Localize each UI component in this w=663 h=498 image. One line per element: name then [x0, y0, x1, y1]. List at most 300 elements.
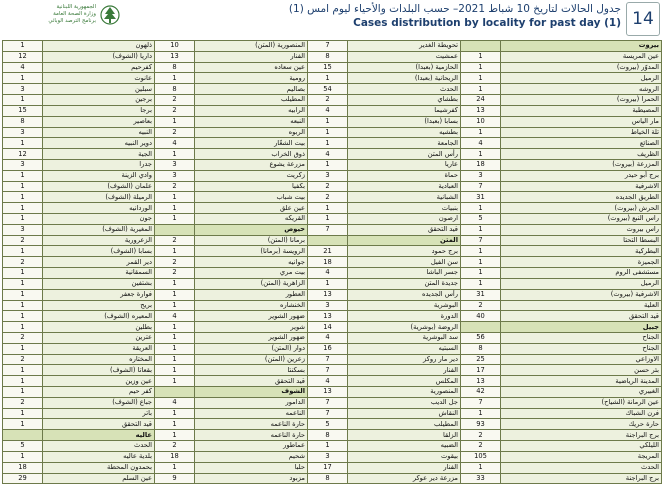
- case-count: 1: [155, 332, 195, 343]
- locality-name: المريجة: [501, 451, 662, 462]
- case-count: 1: [3, 73, 43, 84]
- locality-name: بيت شباب: [195, 192, 308, 203]
- case-count: 13: [308, 289, 348, 300]
- case-count: 33: [461, 473, 501, 484]
- locality-name: الفنار: [195, 51, 308, 62]
- locality-name: بصاليم: [195, 84, 308, 95]
- locality-name: الرميلة (الشوف): [43, 192, 155, 203]
- case-count: 1: [308, 214, 348, 225]
- locality-name: المدوّر (بيروت): [501, 62, 662, 73]
- case-count: 1: [155, 278, 195, 289]
- case-count: 1: [155, 73, 195, 84]
- case-count: 4: [308, 268, 348, 279]
- case-count: 4: [461, 138, 501, 149]
- locality-name: العلية: [501, 300, 662, 311]
- locality-name: جل الديب: [348, 397, 461, 408]
- locality-name: النبيه: [43, 127, 155, 138]
- locality-name: عانوت: [43, 73, 155, 84]
- case-count: 4: [155, 138, 195, 149]
- locality-name: الروشه: [501, 84, 662, 95]
- case-count: 1: [3, 376, 43, 387]
- case-count: 7: [308, 224, 348, 235]
- case-count: 9: [155, 473, 195, 484]
- locality-name: الروضة (بوشرية): [348, 322, 461, 333]
- locality-name: راس النبع (بيروت): [501, 214, 662, 225]
- case-count: 12: [3, 51, 43, 62]
- locality-name: زعرين (المتن): [195, 354, 308, 365]
- case-count: 1: [3, 203, 43, 214]
- case-count: 40: [461, 311, 501, 322]
- case-count: 18: [461, 159, 501, 170]
- locality-name: الوردانيه: [43, 203, 155, 214]
- logo-line: وزارة الصحة العامة: [53, 11, 96, 17]
- case-count: 15: [3, 105, 43, 116]
- locality-name: البطركية: [501, 246, 662, 257]
- locality-name: جسر الباشا: [348, 268, 461, 279]
- table-row: [3, 387, 662, 398]
- case-count: 17: [461, 365, 501, 376]
- locality-name: رومية: [195, 73, 308, 84]
- case-count: 31: [461, 289, 501, 300]
- table-row: [3, 105, 662, 116]
- locality-name: بطشيه: [348, 127, 461, 138]
- case-count: 1: [3, 365, 43, 376]
- locality-name: عين المريسة: [501, 51, 662, 62]
- case-count: 7: [461, 181, 501, 192]
- locality-name: بسكنتا: [195, 365, 308, 376]
- locality-name: النبعه: [195, 116, 308, 127]
- locality-name: كفرحيم: [43, 62, 155, 73]
- locality-name: الرويسة (برمانا): [195, 246, 308, 257]
- case-count: 7: [308, 365, 348, 376]
- case-count: [155, 224, 195, 235]
- case-count: 1: [155, 203, 195, 214]
- table-row: [3, 246, 662, 257]
- case-count: 1: [308, 73, 348, 84]
- locality-name: عين سعاده: [195, 62, 308, 73]
- locality-name: المدينة الرياضية: [501, 376, 662, 387]
- case-count: 1: [3, 214, 43, 225]
- case-count: 1: [155, 462, 195, 473]
- locality-name: تحويطة الغدير: [348, 41, 461, 52]
- table-row: [3, 268, 662, 279]
- case-count: 1: [461, 127, 501, 138]
- locality-name: قيد التحقق: [348, 224, 461, 235]
- case-count: 8: [3, 116, 43, 127]
- locality-name: بسابا (الشوف): [43, 246, 155, 257]
- case-count: 1: [155, 343, 195, 354]
- ministry-logo: [4, 2, 122, 34]
- locality-name: بنبيات: [348, 203, 461, 214]
- district-header: جبيل: [501, 322, 662, 333]
- table-row: [3, 365, 662, 376]
- table-row: [3, 462, 662, 473]
- case-count: 15: [308, 62, 348, 73]
- table-row: [3, 84, 662, 95]
- case-count: 1: [155, 300, 195, 311]
- case-count: 4: [308, 149, 348, 160]
- table-row: [3, 322, 662, 333]
- locality-name: الاشرفية (بيروت): [501, 289, 662, 300]
- case-count: [3, 430, 43, 441]
- table-row: [3, 95, 662, 106]
- case-count: 1: [3, 138, 43, 149]
- table-row: [3, 224, 662, 235]
- case-count: 1: [3, 408, 43, 419]
- locality-name: الاوزاعي: [501, 354, 662, 365]
- table-row: [3, 257, 662, 268]
- case-count: 2: [3, 332, 43, 343]
- case-count: 1: [155, 246, 195, 257]
- case-count: 8: [308, 51, 348, 62]
- case-count: 2: [461, 441, 501, 452]
- locality-name: برجا: [43, 105, 155, 116]
- locality-name: مستشفى الروم: [501, 268, 662, 279]
- locality-name: السمقانية: [43, 268, 155, 279]
- table-row: [3, 376, 662, 387]
- locality-name: جوانيه: [195, 257, 308, 268]
- case-count: 1: [461, 73, 501, 84]
- locality-name: حارة الناعمه: [195, 419, 308, 430]
- case-count: 3: [155, 170, 195, 181]
- case-count: [461, 322, 501, 333]
- case-count: 1: [308, 203, 348, 214]
- case-count: 1: [155, 214, 195, 225]
- logo-line: الجمهورية اللبنانية: [56, 4, 96, 10]
- case-count: 42: [461, 387, 501, 398]
- locality-name: الربوه: [195, 127, 308, 138]
- case-count: 8: [155, 62, 195, 73]
- table-row: [3, 397, 662, 408]
- locality-name: الزاهرية (المتن): [195, 278, 308, 289]
- locality-name: الحمرا (بيروت): [501, 95, 662, 106]
- locality-name: المنصورية (المتن): [195, 41, 308, 52]
- locality-name: المطيلب: [348, 419, 461, 430]
- case-count: 7: [308, 408, 348, 419]
- case-count: 18: [155, 451, 195, 462]
- case-count: 1: [3, 387, 43, 398]
- table-row: [3, 170, 662, 181]
- case-count: 1: [308, 159, 348, 170]
- case-count: 13: [308, 311, 348, 322]
- case-count: 3: [3, 224, 43, 235]
- locality-name: الدامور: [195, 397, 308, 408]
- case-count: 1: [3, 192, 43, 203]
- locality-name: بطلين: [43, 322, 155, 333]
- locality-name: الحدث: [43, 441, 155, 452]
- table-row: [3, 311, 662, 322]
- case-count: 1: [461, 62, 501, 73]
- case-count: 2: [155, 127, 195, 138]
- locality-name: الطريق الجديده: [501, 192, 662, 203]
- case-count: 1: [3, 246, 43, 257]
- case-count: 29: [3, 473, 43, 484]
- locality-name: المعيره (الشوف): [43, 311, 155, 322]
- locality-name: حلبا: [195, 462, 308, 473]
- table-row: [3, 192, 662, 203]
- case-count: 17: [308, 462, 348, 473]
- locality-name: الليلكي: [501, 441, 662, 452]
- case-count: 1: [3, 278, 43, 289]
- case-count: 2: [3, 235, 43, 246]
- locality-name: بطشاي: [348, 95, 461, 106]
- case-count: 1: [155, 376, 195, 387]
- locality-name: بعاصير: [43, 116, 155, 127]
- locality-name: حارة الناعمه: [195, 430, 308, 441]
- locality-name: بيقوت: [348, 451, 461, 462]
- case-count: 21: [308, 246, 348, 257]
- case-count: 2: [308, 192, 348, 203]
- case-count: 3: [3, 84, 43, 95]
- locality-name: ضهور الشوير: [195, 332, 308, 343]
- cedar-emblem-icon: [100, 4, 120, 30]
- locality-name: الخنشاره: [195, 300, 308, 311]
- case-count: 1: [155, 192, 195, 203]
- locality-name: دير مار روكز: [348, 354, 461, 365]
- locality-name: الظريف: [501, 149, 662, 160]
- locality-name: مزبود: [195, 473, 308, 484]
- locality-name: شحيم: [195, 451, 308, 462]
- logo-line: برنامج الترصد الوبائي: [48, 18, 96, 24]
- case-count: 3: [461, 170, 501, 181]
- table-row: [3, 138, 662, 149]
- case-count: 1: [3, 311, 43, 322]
- locality-name: العبادية: [348, 181, 461, 192]
- case-count: 1: [461, 268, 501, 279]
- table-row: [3, 62, 662, 73]
- case-count: 2: [155, 235, 195, 246]
- locality-name: دوار (المتن): [195, 343, 308, 354]
- case-count: 13: [461, 376, 501, 387]
- case-count: 4: [155, 311, 195, 322]
- locality-name: البوشرية: [348, 300, 461, 311]
- case-count: 1: [461, 278, 501, 289]
- case-count: 7: [461, 235, 501, 246]
- title-arabic: جدول الحالات لتاريخ 10 شباط 2021– حسب البلدات والأحياء ليوم امس (1): [288, 3, 621, 15]
- locality-name: جباع (الشوف): [43, 397, 155, 408]
- table-row: [3, 235, 662, 246]
- locality-name: القريكه: [195, 214, 308, 225]
- case-count: 7: [308, 41, 348, 52]
- case-count: 16: [308, 343, 348, 354]
- table-row: [3, 332, 662, 343]
- locality-name: شوير: [195, 322, 308, 333]
- table-row: [3, 343, 662, 354]
- case-count: 1: [155, 289, 195, 300]
- locality-name: البسطا التحتا: [501, 235, 662, 246]
- case-count: 25: [461, 354, 501, 365]
- case-count: 56: [461, 332, 501, 343]
- locality-name: الزعرورية: [43, 235, 155, 246]
- locality-name: وادي الزينة: [43, 170, 155, 181]
- locality-name: ذوق الخراب: [195, 149, 308, 160]
- locality-name: بسابا (بعبدا): [348, 116, 461, 127]
- locality-name: الزلقا: [348, 430, 461, 441]
- case-count: 12: [3, 149, 43, 160]
- case-count: 1: [461, 257, 501, 268]
- header: [0, 0, 663, 38]
- case-count: 4: [308, 105, 348, 116]
- case-count: 1: [3, 181, 43, 192]
- locality-name: برمانا (المتن): [195, 235, 308, 246]
- locality-name: رأس الجديده: [348, 289, 461, 300]
- table-row: [3, 73, 662, 84]
- case-count: 3: [3, 127, 43, 138]
- table-row: [3, 41, 662, 52]
- case-count: 2: [3, 354, 43, 365]
- case-count: 1: [308, 116, 348, 127]
- locality-name: عين السلم: [43, 473, 155, 484]
- locality-name: عين علق: [195, 203, 308, 214]
- table-row: [3, 203, 662, 214]
- case-count: 1: [3, 419, 43, 430]
- case-count: 2: [155, 257, 195, 268]
- table-row: [3, 430, 662, 441]
- table-row: [3, 116, 662, 127]
- case-count: 2: [155, 268, 195, 279]
- locality-name: برجين: [43, 95, 155, 106]
- case-count: 1: [461, 246, 501, 257]
- locality-name: رأس المتن: [348, 149, 461, 160]
- locality-name: عترين: [43, 332, 155, 343]
- locality-name: الاشرفية: [501, 181, 662, 192]
- locality-name: برج حمود: [348, 246, 461, 257]
- case-count: 8: [308, 473, 348, 484]
- locality-name: المطيلب: [195, 95, 308, 106]
- locality-name: برج أبو حيدر: [501, 170, 662, 181]
- case-count: 1: [155, 430, 195, 441]
- case-count: 2: [155, 441, 195, 452]
- locality-name: الضبيه: [348, 441, 461, 452]
- page-number: 14: [626, 2, 660, 36]
- locality-name: المنصورية: [348, 387, 461, 398]
- locality-name: باتر: [43, 408, 155, 419]
- locality-name: المختاره: [43, 354, 155, 365]
- case-count: 14: [308, 322, 348, 333]
- case-count: 1: [3, 451, 43, 462]
- locality-name: الجميزة: [501, 257, 662, 268]
- locality-name: برج البراجنة: [501, 430, 662, 441]
- table-row: [3, 300, 662, 311]
- case-count: 8: [155, 84, 195, 95]
- locality-name: بكفيا: [195, 181, 308, 192]
- case-count: 3: [308, 170, 348, 181]
- case-count: 105: [461, 451, 501, 462]
- case-count: 1: [3, 300, 43, 311]
- table-row: [3, 289, 662, 300]
- table-row: [3, 127, 662, 138]
- locality-name: قيد التحقق: [501, 311, 662, 322]
- locality-name: راس بيروت: [501, 224, 662, 235]
- case-count: 1: [155, 419, 195, 430]
- case-count: 3: [308, 300, 348, 311]
- locality-name: الجامعة: [348, 138, 461, 149]
- case-count: 1: [461, 149, 501, 160]
- locality-name: الرابيه: [195, 105, 308, 116]
- locality-name: المزرعة (بيروت): [501, 159, 662, 170]
- locality-name: المصيطبة: [501, 105, 662, 116]
- locality-name: بئر حسن: [501, 365, 662, 376]
- case-count: [308, 235, 348, 246]
- case-count: 4: [155, 397, 195, 408]
- case-count: 8: [308, 430, 348, 441]
- locality-name: المغيرية (الشوف): [43, 224, 155, 235]
- district-header: بيروت: [501, 41, 662, 52]
- case-count: 1: [461, 84, 501, 95]
- case-count: 2: [308, 95, 348, 106]
- locality-name: جدرا: [43, 159, 155, 170]
- case-count: [155, 387, 195, 398]
- case-count: 8: [461, 343, 501, 354]
- locality-name: جديدة المتن: [348, 278, 461, 289]
- case-count: 24: [461, 95, 501, 106]
- locality-name: الرميل: [501, 278, 662, 289]
- case-count: 1: [308, 278, 348, 289]
- locality-name: الناعمه: [195, 408, 308, 419]
- district-header: المتن: [348, 235, 461, 246]
- case-count: 2: [308, 181, 348, 192]
- case-count: 1: [3, 322, 43, 333]
- locality-name: السبتيه: [348, 343, 461, 354]
- table-row: [3, 473, 662, 484]
- locality-name: عاريا: [348, 159, 461, 170]
- locality-name: العريقة: [43, 343, 155, 354]
- title-english: Cases distribution by locality for past day (1): [353, 17, 621, 29]
- locality-name: دير القمر: [43, 257, 155, 268]
- locality-name: الشبانية: [348, 192, 461, 203]
- case-count: 1: [461, 462, 501, 473]
- locality-name: سبلين: [43, 84, 155, 95]
- locality-name: بيت مري: [195, 268, 308, 279]
- locality-name: جون: [43, 214, 155, 225]
- locality-name: بحمدون المحطة: [43, 462, 155, 473]
- locality-name: داريا (الشوف): [43, 51, 155, 62]
- case-count: 7: [461, 397, 501, 408]
- locality-name: بيت الشعّار: [195, 138, 308, 149]
- locality-name: حماة: [348, 170, 461, 181]
- locality-name: الحرش (بيروت): [501, 203, 662, 214]
- case-count: 1: [3, 343, 43, 354]
- case-count: 1: [461, 51, 501, 62]
- locality-name: ارصون: [348, 214, 461, 225]
- locality-name: الجناح: [501, 343, 662, 354]
- case-count: 10: [461, 116, 501, 127]
- case-count: 1: [155, 149, 195, 160]
- locality-name: حارة حريك: [501, 419, 662, 430]
- locality-name: ذلهون: [43, 41, 155, 52]
- locality-name: ضهور الشوير: [195, 311, 308, 322]
- case-count: 2: [461, 430, 501, 441]
- table-row: [3, 214, 662, 225]
- case-count: 7: [308, 354, 348, 365]
- locality-name: بلدية عاليه: [43, 451, 155, 462]
- locality-name: الفنار: [348, 462, 461, 473]
- table-row: [3, 441, 662, 452]
- table-row: [3, 149, 662, 160]
- case-count: 93: [461, 419, 501, 430]
- locality-name: برج البراجنة: [501, 473, 662, 484]
- case-count: 4: [3, 62, 43, 73]
- case-count: 1: [461, 224, 501, 235]
- case-count: 1: [155, 116, 195, 127]
- table-row: [3, 278, 662, 289]
- locality-name: عين وزين: [43, 376, 155, 387]
- locality-name: الرميل: [501, 73, 662, 84]
- case-count: 5: [461, 214, 501, 225]
- locality-name: العطور: [195, 289, 308, 300]
- locality-name: فوارة جعفر: [43, 289, 155, 300]
- case-count: 3: [308, 451, 348, 462]
